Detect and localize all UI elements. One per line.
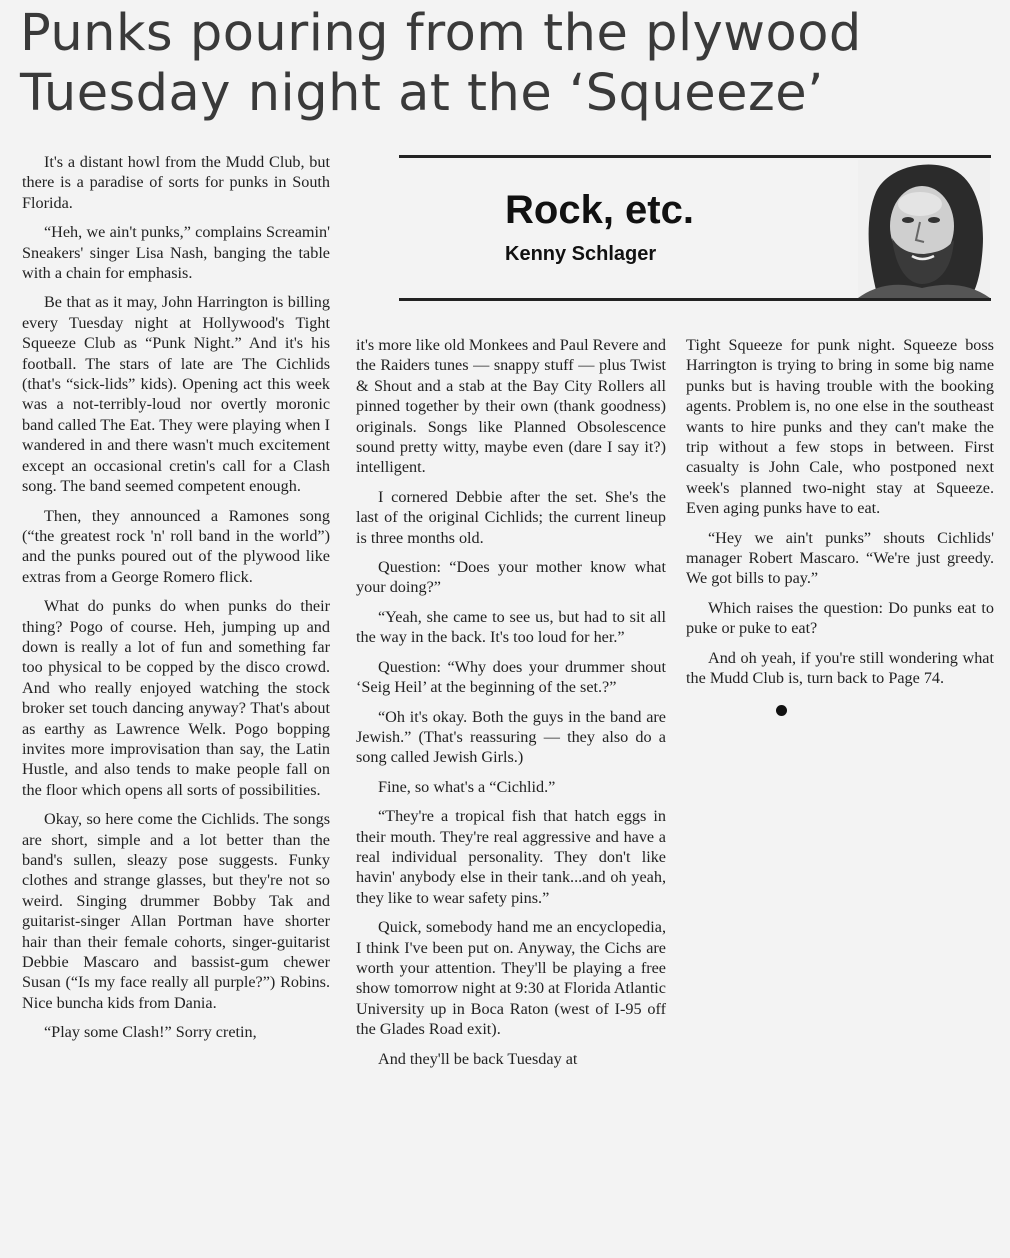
paragraph: it's more like old Monkees and Paul Revere and the Raiders tunes — snappy stuff — plus Twist & Shout and a stab at the Bay City Rollers all pinned together by their own (thank goodness) originals. Songs like Planned Obsolescence sound pretty witty, maybe even (dare I say it?) intelligent.: [356, 336, 666, 477]
paragraph: Tight Squeeze for punk night. Squeeze boss Harrington is trying to bring in some big name punks but is having trouble with the booking agents. Problem is, no one else in the southeast wants to hire punks and they can't make the trip without a few stops in between. First casualty is John Cale, who postponed next week's planned two-night stay at Squeeze. Even aging punks have to eat.: [686, 336, 994, 518]
paragraph: “Oh it's okay. Both the guys in the band are Jewish.” (That's reassuring — they also do a song called Jewish Girls.): [356, 707, 666, 767]
paragraph: Question: “Why does your drummer shout ‘Seig Heil’ at the beginning of the set.?”: [356, 657, 666, 697]
paragraph: “Hey we ain't punks” shouts Cichlids' manager Robert Mascaro. “We're just greedy. We got bills to pay.”: [686, 528, 994, 588]
column-header-top-rule: [399, 155, 991, 158]
paragraph: Quick, somebody hand me an encyclopedia, I think I've been put on. Anyway, the Cichs are worth your attention. They'll be playing a free show tomorrow night at 9:30 at Florida Atlantic University up in Boca Raton (west of I-95 off the Glades Road exit).: [356, 918, 666, 1039]
column-title: Rock, etc.: [505, 188, 694, 232]
paragraph: Then, they announced a Ramones song (“the greatest rock 'n' roll band in the world”) and the punks poured out of the plywood like extras from a George Romero flick.: [22, 506, 330, 586]
article-column-1: [22, 152, 330, 1052]
article-column-3: [686, 335, 994, 718]
paragraph: And oh yeah, if you're still wondering what the Mudd Club is, turn back to Page 74.: [686, 648, 994, 688]
paragraph: What do punks do when punks do their thing? Pogo of course. Heh, jumping up and down is really a lot of fun and something far too physical to be copped by the disco crowd. And who really enjoyed watching the stock broker set touch dancing anyway? That's about as earthy as Lawrence Welk. Pogo bopping invites more improvisation than say, the Latin Hustle, and also tends to make people fall on the floor which opens all sorts of possibilities.: [22, 597, 330, 799]
article-column-2: [356, 335, 666, 1078]
paragraph: It's a distant howl from the Mudd Club, but there is a paradise of sorts for punks in South Florida.: [22, 153, 330, 212]
paragraph: “Play some Clash!” Sorry cretin,: [44, 1023, 257, 1042]
headline-line-2: Tuesday night at the ‘Squeeze’: [20, 64, 824, 123]
paragraph: “Heh, we ain't punks,” complains Screamin' Sneakers' singer Lisa Nash, banging the table with a chain for emphasis.: [22, 223, 330, 283]
paragraph: Okay, so here come the Cichlids. The songs are short, simple and a lot better than the band's sullen, sleazy pose suggests. Funky clothes and strange glasses, but they're not so weird. Singing drummer Bobby Tak and guitarist-singer Allan Portman have shorter hair than their female cohorts, singer-guitarist Debbie Mascaro and bassist-gum chewer Susan (“Is my face really all purple?”) Robins. Nice buncha kids from Dania.: [22, 810, 330, 1012]
paragraph: “They're a tropical fish that hatch eggs in their mouth. They're real aggressive and have a real individual personality. They don't like havin' anybody else in their tank...and oh yeah, they like to wear safety pins.”: [356, 807, 666, 907]
paragraph: And they'll be back Tuesday at: [378, 1049, 578, 1068]
paragraph: I cornered Debbie after the set. She's the last of the original Cichlids; the current lineup is three months old.: [356, 487, 666, 547]
headline: [20, 4, 1000, 124]
paragraph: Question: “Does your mother know what your doing?”: [356, 558, 666, 597]
paragraph: Fine, so what's a “Cichlid.”: [378, 777, 556, 796]
headline-line-1: Punks pouring from the plywood: [20, 4, 862, 63]
columnist-portrait-image: [858, 160, 990, 298]
column-header-bottom-rule: [399, 298, 991, 301]
paragraph: Be that as it may, John Harrington is billing every Tuesday night at Hollywood's Tight Squeeze Club as “Punk Night.” And it's his football. The stars of late are The Cichlids (that's “sick-lids” kids). Opening act this week was a not-terribly-loud nor overtly moronic band called The Eat. They were playing when I wandered in and there wasn't much excitement except an occasional cretin's call for a Clash song. The band seemed competent enough.: [22, 293, 330, 496]
paragraph: “Yeah, she came to see us, but had to sit all the way in the back. It's too loud for her.”: [356, 607, 666, 647]
paragraph: Which raises the question: Do punks eat to puke or puke to eat?: [686, 598, 994, 638]
column-byline: Kenny Schlager: [505, 243, 657, 265]
end-of-article-dot: [776, 705, 787, 716]
